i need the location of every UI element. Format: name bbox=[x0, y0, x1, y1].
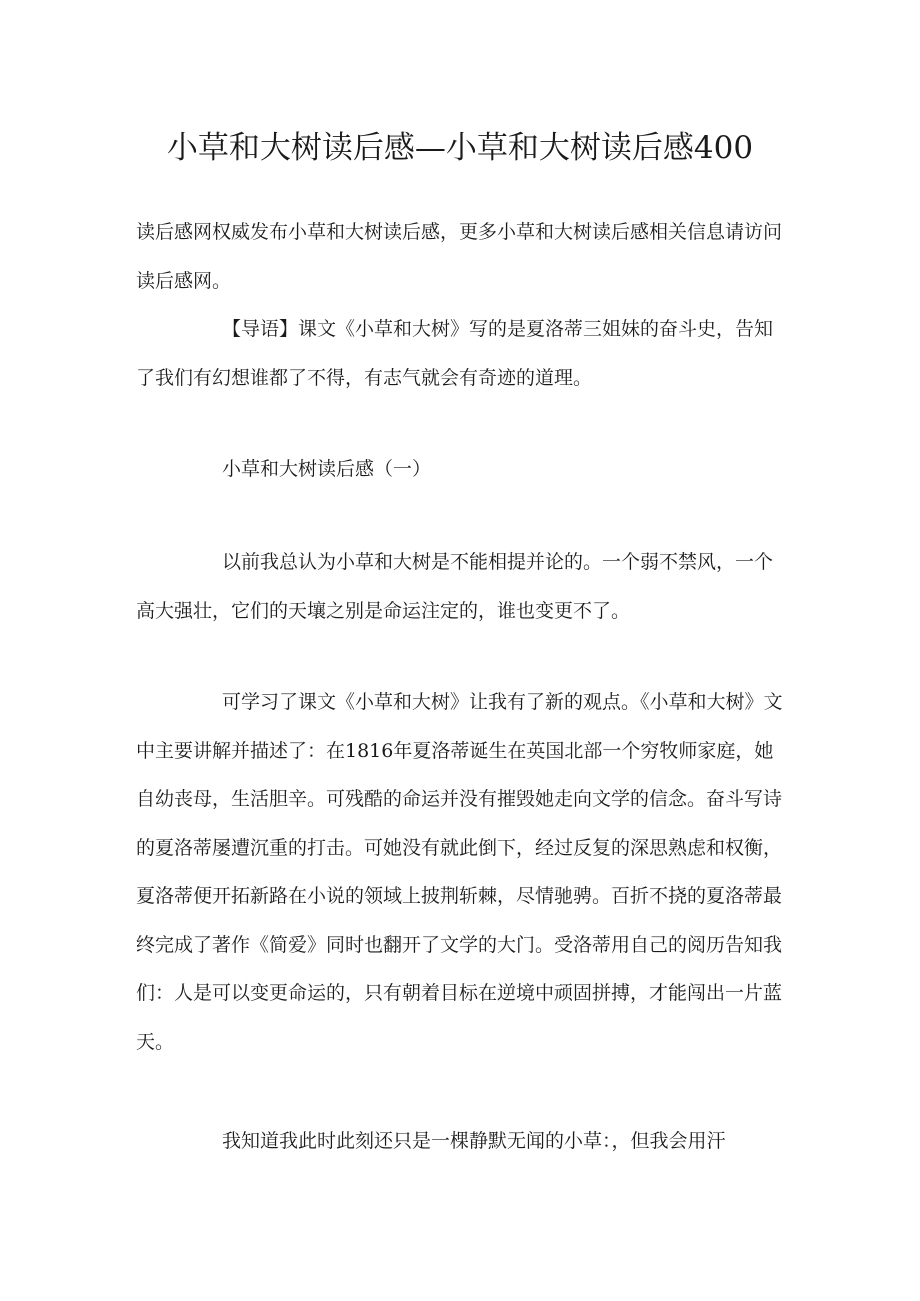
body-paragraph-1: 以前我总认为小草和大树是不能相提并论的。一个弱不禁风，一个高大强壮，它们的天壤之别是命运注定的，谁也变更不了。 bbox=[136, 551, 774, 622]
body-paragraph-2: 可学习了课文《小草和大树》让我有了新的观点。《小草和大树》文中主要讲解并描述了：在1816年夏洛蒂诞生在英国北部一个穷牧师家庭，她自幼丧母，生活胆辛。可残酷的命运并没有摧毁她走向文学的信念。奋斗写诗的夏洛蒂屡遭沉重的打击。可她没有就此倒下，经过反复的深思熟虑和权衡，夏洛蒂便开拓新路在小说的领域上披荆斩棘，尽情驰骋。百折不挠的夏洛蒂最终完成了著作《简爱》同时也翻开了文学的大门。受洛蒂用自己的阅历告知我们：人是可以变更命运的，只有朝着目标在逆境中顽固拼搏，才能闯出一片蓝天。 bbox=[136, 691, 783, 1053]
section-heading: 小草和大树读后感（一） bbox=[222, 458, 432, 480]
body-paragraph-3: 我知道我此时此刻还只是一棵静默无闻的小草：，但我会用汗 bbox=[222, 1130, 726, 1152]
intro-paragraph: 读后感网权威发布小草和大树读后感，更多小草和大树读后感相关信息请访问读后感网。 bbox=[136, 221, 783, 292]
guide-paragraph: 【导语】课文《小草和大树》写的是夏洛蒂三姐妹的奋斗史，告知了我们有幻想谁都了不得，有志气就会有奇迹的道理。 bbox=[136, 318, 774, 389]
document-title: 小草和大树读后感—小草和大树读后感400 bbox=[166, 130, 754, 166]
